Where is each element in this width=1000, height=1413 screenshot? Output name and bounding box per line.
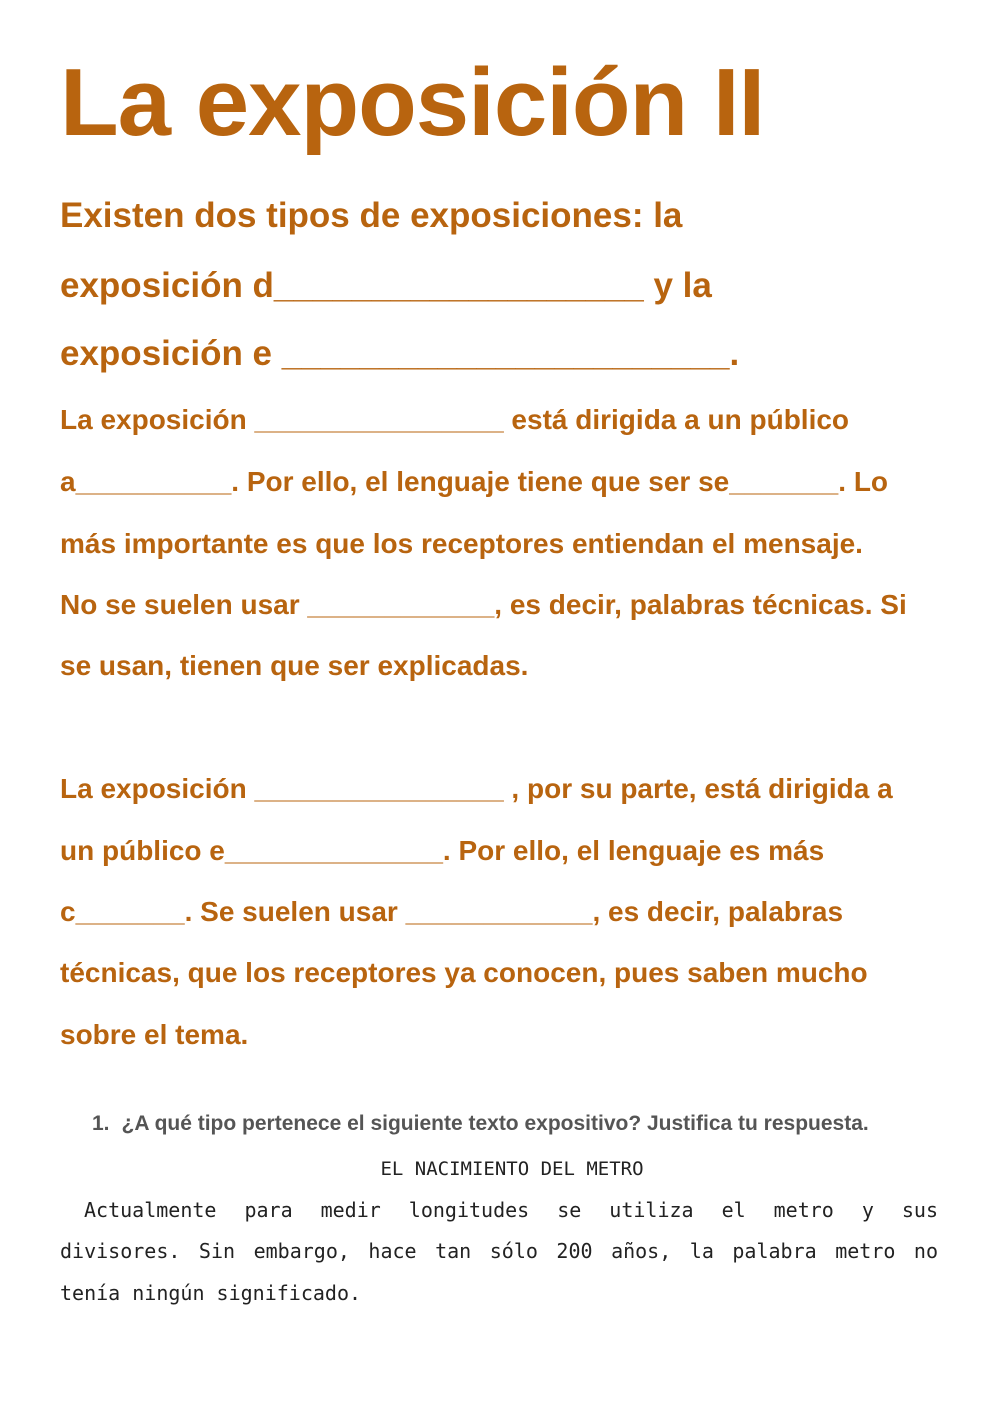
question-number: 1.	[92, 1112, 110, 1135]
paragraph1-line-1: La exposición ________________ está dirigida a un público	[60, 404, 850, 435]
question-1	[92, 1112, 869, 1136]
paragraph1-line-4: No se suelen usar ____________, es decir, palabras técnicas. Si	[60, 589, 907, 620]
paragraph2-line-4: técnicas, que los receptores ya conocen, pues saben mucho	[60, 957, 868, 988]
reading-line-2: divisores. Sin embargo, hace tan sólo 200 años, la palabra metro no	[60, 1239, 938, 1263]
page-title: La exposición II	[60, 49, 765, 156]
paragraph2-line-3: c_______. Se suelen usar ____________, es decir, palabras	[60, 896, 844, 927]
paragraph1-line-2: a__________. Por ello, el lenguaje tiene que ser se_______. Lo	[60, 466, 889, 497]
paragraph2-line-5: sobre el tema.	[60, 1019, 249, 1050]
paragraph1-line-5: se usan, tienen que ser explicadas.	[60, 650, 529, 681]
intro-line-1: Existen dos tipos de exposiciones: la	[60, 196, 683, 235]
question-text: ¿A qué tipo pertenece el siguiente texto expositivo? Justifica tu respuesta.	[121, 1112, 869, 1135]
reading-line-1: Actualmente para medir longitudes se utiliza el metro y sus	[84, 1198, 938, 1222]
paragraph2-line-2: un público e______________. Por ello, el lenguaje es más	[60, 835, 825, 866]
reading-line-3: tenía ningún significado.	[60, 1281, 362, 1305]
reading-title: EL NACIMIENTO DEL METRO	[380, 1158, 644, 1180]
paragraph2-line-1: La exposición ________________ , por su parte, está dirigida a	[60, 773, 893, 804]
intro-line-2: exposición d___________________ y la	[60, 266, 712, 305]
paragraph1-line-3: más importante es que los receptores entiendan el mensaje.	[60, 528, 863, 559]
intro-line-3: exposición e _______________________.	[60, 334, 740, 373]
